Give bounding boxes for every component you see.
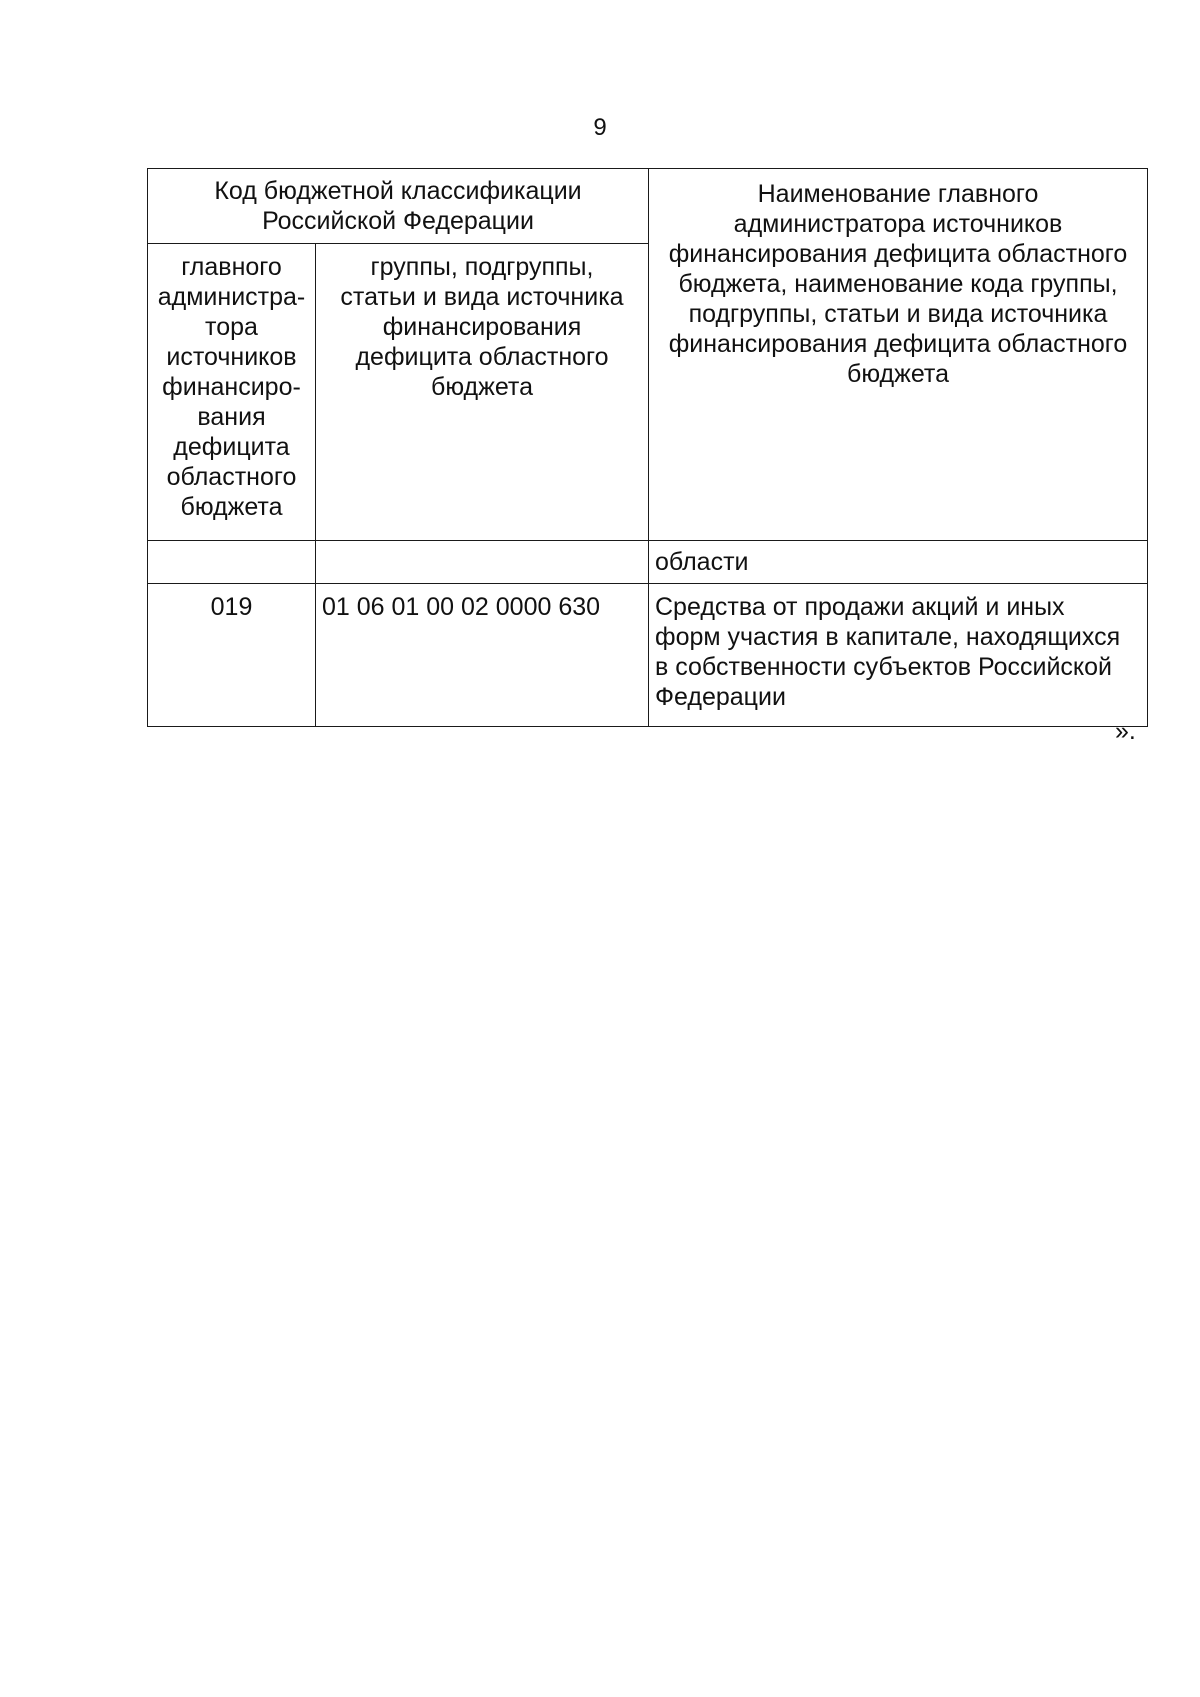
header-line: администратора источников [733, 210, 1063, 238]
source-code-header [316, 244, 649, 541]
name-line: Федерации [655, 683, 786, 711]
header-line: главного [181, 253, 282, 281]
header-line: статьи и вида источника [340, 283, 624, 311]
table-row [148, 584, 1148, 727]
budget-classification-table [147, 168, 1148, 727]
name-cell: области [649, 541, 1148, 584]
source-code-cell [316, 541, 649, 584]
header-line: Код бюджетной классификации [214, 177, 582, 205]
header-line: бюджета [431, 373, 533, 401]
administrator-name-header [649, 169, 1148, 541]
chief-administrator-header [148, 244, 316, 541]
header-line: финансирования [382, 313, 582, 341]
header-line: администра- [157, 283, 306, 311]
source-code-cell: 01 06 01 00 02 0000 630 [316, 584, 649, 727]
header-line: бюджета, наименование кода группы, [678, 270, 1118, 298]
header-line: Российской Федерации [262, 207, 534, 235]
page-number: 9 [593, 114, 607, 141]
header-line: группы, подгруппы, [370, 253, 594, 281]
header-line: областного [166, 463, 297, 491]
closing-quote: ». [1115, 717, 1136, 745]
table-row [148, 541, 1148, 584]
header-line: финансирования дефицита областного [668, 240, 1128, 268]
header-line: бюджета [180, 493, 283, 521]
header-line: дефицита областного [355, 343, 609, 371]
budget-code-group-header [148, 169, 649, 244]
name-line: Средства от продажи акций и иных [655, 593, 1065, 621]
header-line: источников [166, 343, 297, 371]
header-line: подгруппы, статьи и вида источника [688, 300, 1108, 328]
header-line: Наименование главного [757, 180, 1039, 208]
table-header-row [148, 169, 1148, 244]
admin-code-cell [148, 541, 316, 584]
header-line: дефицита [173, 433, 290, 461]
header-line: вания [197, 403, 266, 431]
name-cell [649, 584, 1148, 727]
header-line: бюджета [847, 360, 949, 388]
header-line: тора [205, 313, 258, 341]
admin-code-cell: 019 [148, 584, 316, 727]
header-line: финансиро- [162, 373, 301, 401]
header-line: финансирования дефицита областного [668, 330, 1128, 358]
name-line: форм участия в капитале, находящихся [655, 623, 1121, 651]
name-line: в собственности субъектов Российской [655, 653, 1112, 681]
